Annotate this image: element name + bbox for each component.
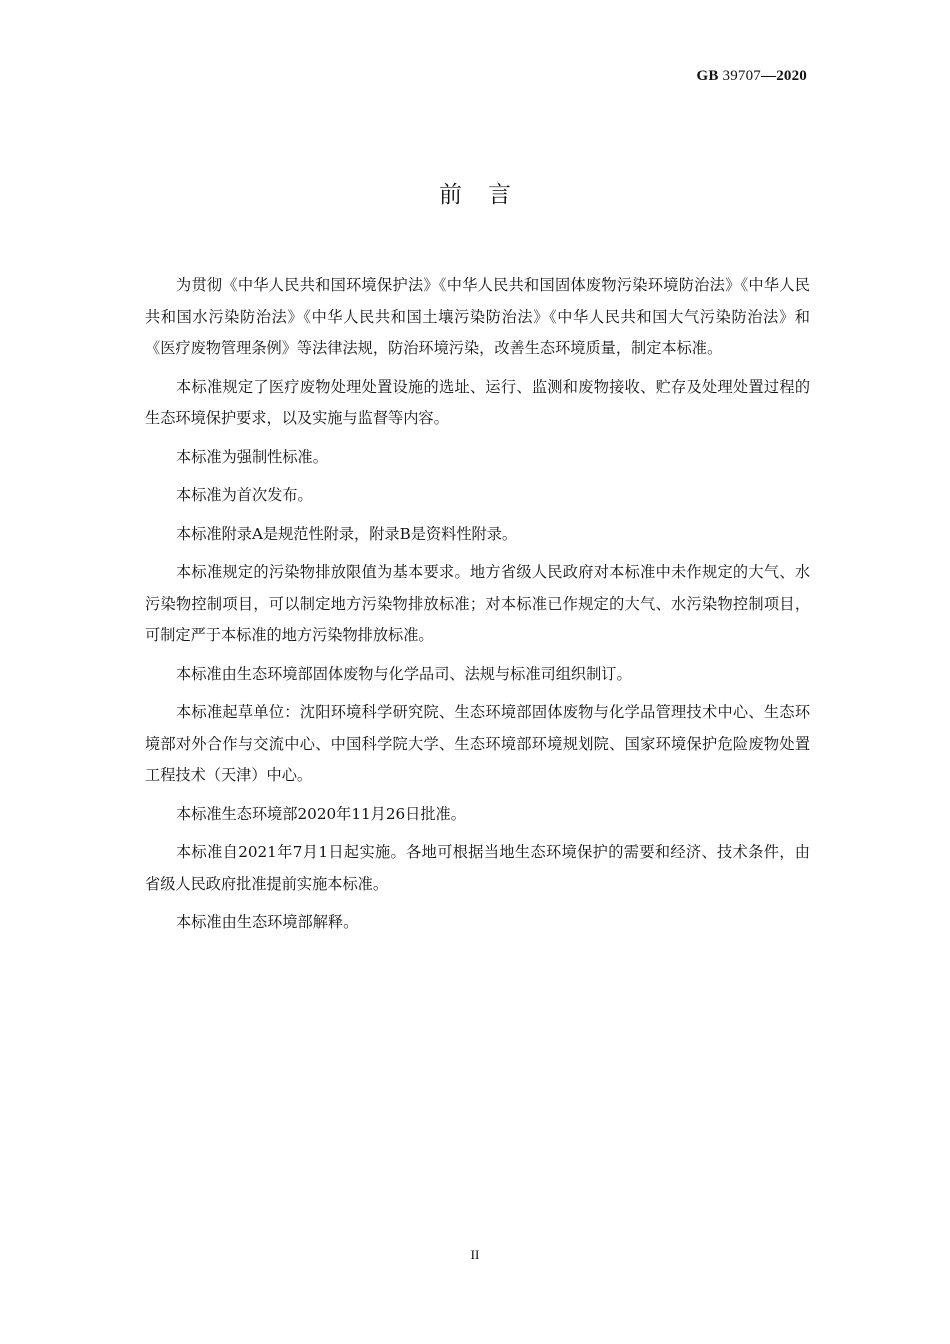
standard-number: 39707 (722, 68, 761, 84)
page-number: II (470, 1247, 480, 1262)
paragraph-implementation: 本标准自2021年7月1日起实施。各地可根据当地生态环境保护的需要和经济、技术条件，由省级人民政府批准提前实施本标准。 (145, 843, 810, 893)
paragraph-appendix: 本标准附录A是规范性附录，附录B是资料性附录。 (176, 524, 518, 543)
paragraph-organizer: 本标准由生态环境部固体废物与化学品司、法规与标准司组织制订。 (176, 664, 632, 683)
paragraph-drafting-units: 本标准起草单位：沈阳环境科学研究院、生态环境部固体废物与化学品管理技术中心、生态环境部对外合作与交流中心、中国科学院大学、生态环境部环境规划院、国家环境保护危险废物处置工程技术（天津）中心。 (145, 703, 810, 784)
paragraph-emission-limits: 本标准规定的污染物排放限值为基本要求。地方省级人民政府对本标准中未作规定的大气、水污染物控制项目，可以制定地方污染物排放标准；对本标准已作规定的大气、水污染物控制项目，可制定严于本标准的地方污染物排放标准。 (145, 563, 810, 644)
paragraph-interpretation: 本标准由生态环境部解释。 (176, 913, 359, 931)
standard-code (696, 68, 807, 85)
preface-body (145, 270, 810, 946)
paragraph-legal-basis: 为贯彻《中华人民共和国环境保护法》《中华人民共和国固体废物污染环境防治法》《中华人民共和国水污染防治法》《中华人民共和国土壤污染防治法》《中华人民共和国大气污染防治法》和《医疗废物管理条例》等法律法规，防治环境污染，改善生态环境质量，制定本标准。 (145, 276, 810, 357)
standard-year: —2020 (761, 68, 807, 84)
page-title: 前言 (439, 182, 537, 208)
paragraph-approval: 本标准生态环境部2020年11月26日批准。 (176, 804, 466, 823)
paragraph-mandatory: 本标准为强制性标准。 (176, 447, 328, 466)
standard-prefix: GB (696, 68, 719, 84)
paragraph-first-release: 本标准为首次发布。 (176, 486, 313, 504)
paragraph-scope: 本标准规定了医疗废物处理处置设施的选址、运行、监测和废物接收、贮存及处理处置过程的生态环境保护要求，以及实施与监督等内容。 (145, 377, 810, 427)
